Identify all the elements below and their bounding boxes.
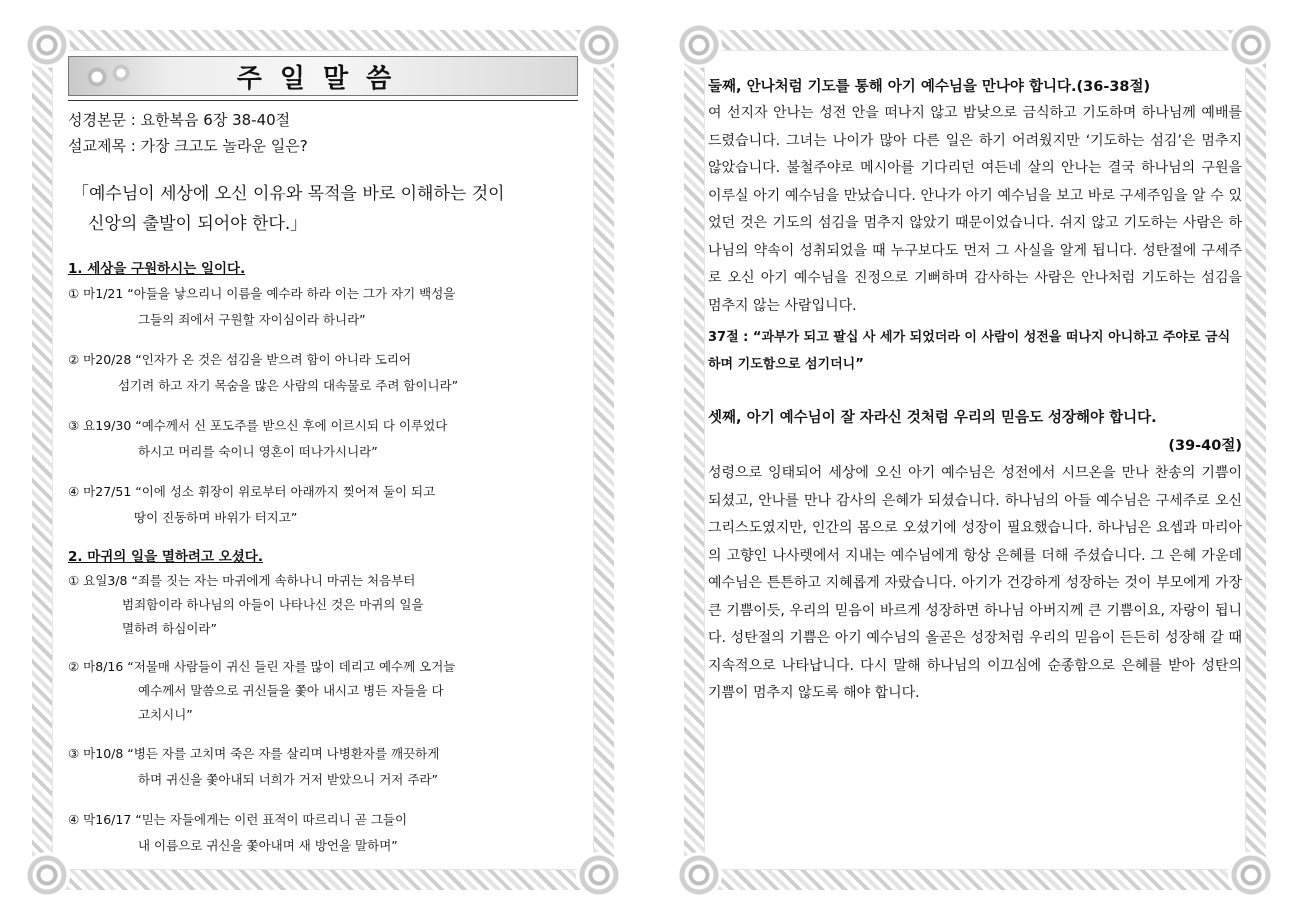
left-content <box>68 52 578 868</box>
sermon-title: 설교제목 : 가장 크고도 놀라운 일은? <box>68 137 308 155</box>
list-item: ② 마8/16 “저물매 사람들이 귀신 들린 자를 많이 데리고 예수께 오거늘 예수께서 말씀으로 귀신들을 쫓아 내시고 병든 자들을 다 고치시니” <box>68 659 456 722</box>
title-rule <box>68 100 578 101</box>
flower-ornament-icon <box>24 852 70 898</box>
theme-line-1: 「예수님이 세상에 오신 이유와 목적을 바로 이해하는 것이 <box>72 184 505 204</box>
sermon-meta <box>68 107 578 159</box>
list-item: ③ 요19/30 “예수께서 신 포도주를 받으신 후에 이르시되 다 이루었다 하시고 머리를 숙이니 영혼이 떠나가시니라” <box>68 418 448 459</box>
title-banner <box>68 56 578 96</box>
point-2-paragraph: 여 선지자 안나는 성전 안을 떠나지 않고 밤낮으로 금식하고 기도하며 하나님께 예배를 드렸습니다. 그녀는 나이가 많아 다른 일은 하기 어려웠지만 ‘기도하는 섬김’은 멈추지 않았습니다. 불철주야로 메시아를 기다리던 여든네 살의 안나는 결국 하나님의 구원을 이루실 아기 예수님을 만났습니다. 안나가 아기 예수님을 보고 바로 구세주임을 알 수 있었던 것은 기도의 섬김을 멈추지 않았기 때문이었습니다. 쉬지 않고 기도하는 사람은 하나님의 약속이 성취되었을 때 누구보다도 먼저 그 사실을 알게 됩니다. 성탄절에 구세주로 오신 아기 예수님을 진정으로 기뻐하며 감사하는 사람은 안나처럼 기도하는 섬김을 멈추지 않는 사람입니다. <box>708 105 1242 314</box>
section-1-title: 1. 세상을 구원하시는 일이다. <box>68 261 246 277</box>
point-3-paragraph: 성령으로 잉태되어 세상에 오신 아기 예수님은 성전에서 시므온을 만나 찬송의 기쁨이 되셨고, 안나를 만나 감사의 은혜가 되셨습니다. 하나님의 아들 예수님은 구세주로 오신 그리스도였지만, 인간의 몸으로 오셨기에 성장이 필요했습니다. 하나님은 요셉과 마리아의 고향인 나사렛에서 지내는 예수님에게 항상 은혜를 더해 주셨습니다. 그 은혜 가운데 예수님은 튼튼하고 지혜롭게 자랐습니다. 아기가 건강하게 성장하는 것이 부모에게 가장 큰 기쁨이듯, 우리의 믿음이 바르게 성장하면 하나님 아버지께 큰 기쁨이요, 자랑이 됩니다. 성탄절의 기쁨은 아기 예수님의 올곧은 성장처럼 우리의 믿음이 든든히 성장해 갈 때 지속적으로 나타납니다. 다시 말해 하나님의 이끄심에 순종함으로 은혜를 받아 성탄의 기쁨이 멈추지 않도록 해야 합니다. <box>708 465 1242 701</box>
point-2-heading: 둘째, 안나처럼 기도를 통해 아기 예수님을 만나야 합니다.(36-38절) <box>708 79 1151 95</box>
verse-range: (39-40절) <box>1168 438 1242 454</box>
flower-ornament-icon <box>24 22 70 68</box>
list-item: ② 마20/28 “인자가 온 것은 섬김을 받으려 함이 아니라 도리어 섬기려 하고 자기 목숨을 많은 사람의 대속물로 주려 함이니라” <box>68 352 459 393</box>
banner-title: 주일말씀 <box>236 63 410 94</box>
sermon-theme <box>68 179 578 239</box>
left-page <box>32 30 614 890</box>
right-content <box>708 52 1242 868</box>
verse-quote: 37절 : “과부가 되고 팔십 사 세가 되었더라 이 사람이 성전을 떠나지 아니하고 주야로 금식하며 기도함으로 섬기더니” <box>708 330 1231 372</box>
point-3-heading: 셋째, 아기 예수님이 잘 자라신 것처럼 우리의 믿음도 성장해야 합니다. (39-40절) <box>708 404 1242 460</box>
theme-line-2: 신앙의 출발이 되어야 한다.」 <box>88 214 308 234</box>
scripture-reference: 성경본문 : 요한복음 6장 38-40절 <box>68 111 291 129</box>
list-item: ① 마1/21 “아들을 낳으리니 이름을 예수라 하라 이는 그가 자기 백성을 그들의 죄에서 구원할 자이심이라 하니라” <box>68 286 456 327</box>
daisy-icon <box>77 61 137 93</box>
list-item: ① 요일3/8 “죄를 짓는 자는 마귀에게 속하나니 마귀는 처음부터 범죄함이라 하나님의 아들이 나타나신 것은 마귀의 일을 멸하려 하심이라” <box>68 573 424 636</box>
right-page <box>684 30 1266 890</box>
flower-ornament-icon <box>576 22 622 68</box>
section-2-title: 2. 마귀의 일을 멸하려고 오셨다. <box>68 549 263 565</box>
list-item: ④ 막16/17 “믿는 자들에게는 이런 표적이 따르리니 곧 그들이 내 이름으로 귀신을 쫓아내며 새 방언을 말하며” <box>68 812 408 853</box>
list-item: ③ 마10/8 “병든 자를 고치며 죽은 자를 살리며 나병환자를 깨끗하게 하며 귀신을 쫓아내되 너희가 거저 받았으니 거저 주라” <box>68 746 440 787</box>
flower-ornament-icon <box>576 852 622 898</box>
list-item: ④ 마27/51 “이에 성소 휘장이 위로부터 아래까지 찢어져 둘이 되고 땅이 진동하며 바위가 터지고” <box>68 484 436 525</box>
